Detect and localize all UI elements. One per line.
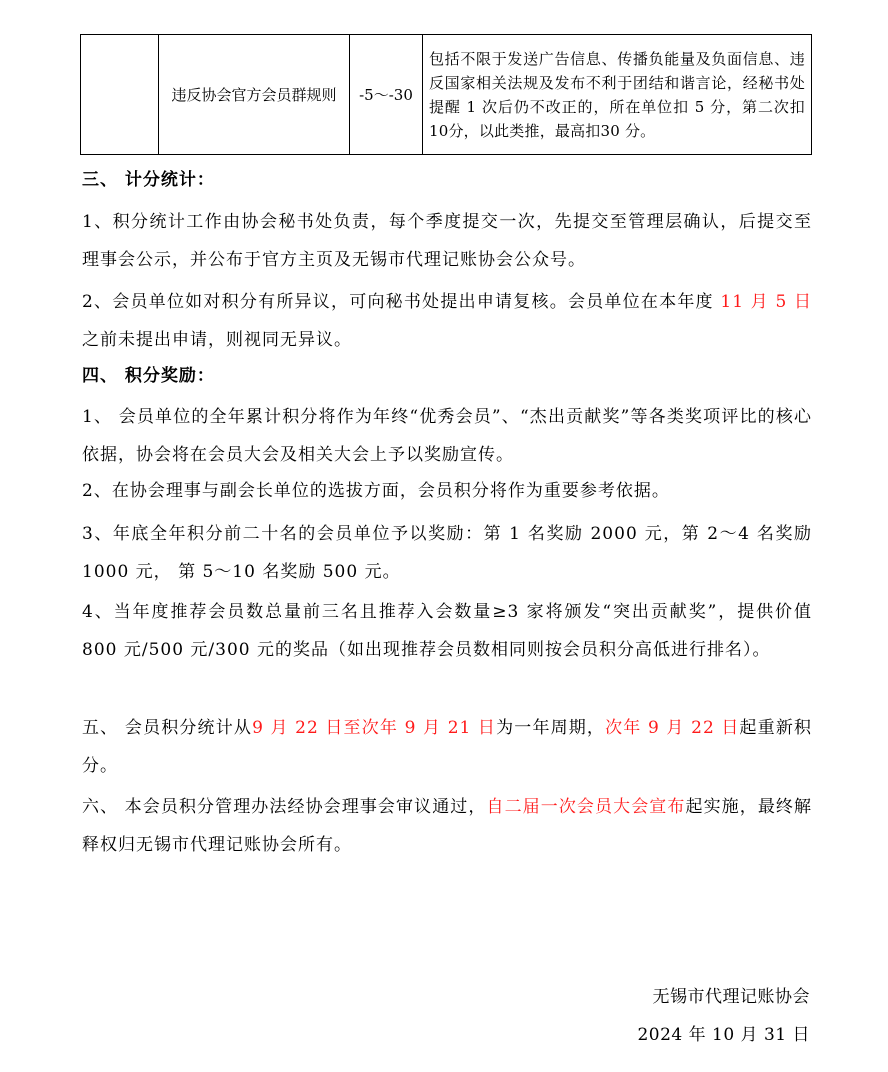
section-3-paragraph-1: 1、积分统计工作由协会秘书处负责，每个季度提交一次，先提交至管理层确认，后提交至理事会公示，并公布于官方主页及无锡市代理记账协会公众号。	[82, 212, 812, 270]
paragraph-text: 起重新积分。	[82, 718, 812, 776]
paragraph-text: 之前未提出申请，则视同无异议。	[82, 330, 352, 350]
highlight-effective: 自二届一次会员大会宣布	[486, 797, 686, 817]
paragraph-text: 六、 本会员积分管理办法经协会理事会审议通过，	[82, 797, 487, 817]
section-4-heading: 四、 积分奖励：	[82, 366, 215, 386]
rules-table	[80, 34, 812, 155]
section-3-paragraph-2	[82, 283, 812, 359]
section-3-heading: 三、 计分统计：	[82, 170, 215, 190]
section-4-paragraph-3: 3、年底全年积分前二十名的会员单位予以奖励：第 1 名奖励 2000 元，第 2～4 名奖励 1000 元， 第 5～10 名奖励 500 元。	[82, 524, 812, 582]
table-cell-description: 包括不限于发送广告信息、传播负能量及负面信息、违反国家相关法规及发布不利于团结和谐言论，经秘书处提醒 1 次后仍不改正的，所在单位扣 5 分，第二次扣 10分，以此类推，最高扣30 分。	[423, 35, 812, 155]
table-row	[81, 35, 812, 155]
signature-date: 2024 年 10 月 31 日	[637, 1025, 810, 1045]
table-cell-score: -5～-30	[350, 35, 423, 155]
section-5-paragraph	[82, 709, 812, 785]
paragraph-text: 2、会员单位如对积分有所异议，可向秘书处提出申请复核。会员单位在本年度	[82, 292, 721, 312]
signature-org: 无锡市代理记账协会	[652, 987, 810, 1007]
section-4-paragraph-4: 4、当年度推荐会员数总量前三名且推荐入会数量≥3 家将颁发“突出贡献奖”，提供价值 800 元/500 元/300 元的奖品（如出现推荐会员数相同则按会员积分高低进行排名）。	[82, 602, 812, 660]
highlight-period: 9 月 22 日至次年 9 月 21 日	[252, 718, 497, 738]
section-4-paragraph-2: 2、在协会理事与副会长单位的选拔方面，会员积分将作为重要参考依据。	[82, 481, 670, 501]
table-cell-item: 违反协会官方会员群规则	[159, 35, 350, 155]
paragraph-text: 为一年周期，	[496, 718, 606, 738]
highlight-restart-date: 次年 9 月 22 日	[605, 718, 740, 738]
highlight-date: 11 月 5 日	[720, 292, 812, 312]
section-4-paragraph-1: 1、 会员单位的全年累计积分将作为年终“优秀会员”、“杰出贡献奖”等各类奖项评比的核心依据，协会将在会员大会及相关大会上予以奖励宣传。	[82, 407, 812, 465]
paragraph-text: 起实施，最终解释权归无锡市代理记账协会所有。	[82, 797, 813, 855]
table-cell-index	[81, 35, 159, 155]
section-6-paragraph	[82, 788, 812, 864]
paragraph-text: 五、 会员积分统计从	[82, 718, 253, 738]
